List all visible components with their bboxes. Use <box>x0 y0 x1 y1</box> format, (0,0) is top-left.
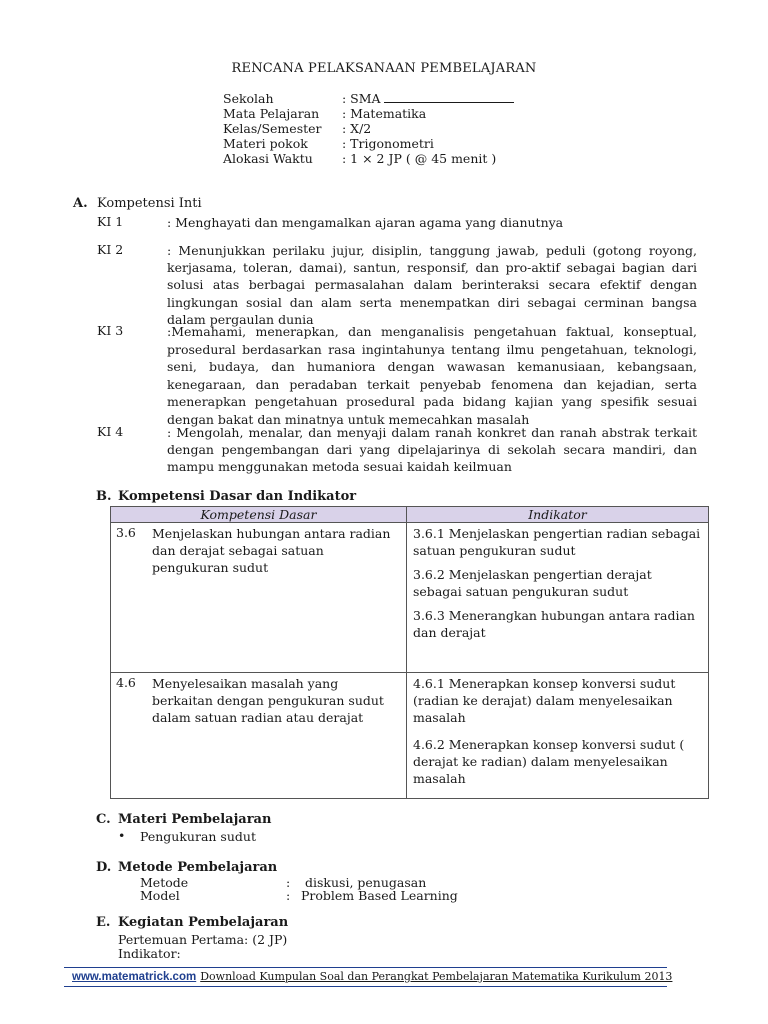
indicator-item: 4.6.2 Menerapkan konsep konversi sudut ( derajat ke radian) dalam menyelesaikan masalah <box>413 737 685 786</box>
footer-divider-top <box>64 967 667 968</box>
metode-sep: : <box>286 875 291 890</box>
ki1-label: KI 1 <box>97 214 124 229</box>
metode-label: Metode <box>140 875 189 890</box>
bullet-icon: • <box>118 828 126 843</box>
section-c-title: Materi Pembelajaran <box>118 812 272 827</box>
indicator-item: 3.6.2 Menjelaskan pengertian derajat sebagai satuan pengukuran sudut <box>413 567 652 599</box>
model-label: Model <box>140 888 180 903</box>
ki2-text: : Menunjukkan perilaku jujur, disiplin, tanggung jawab, peduli (gotong royong, kerjasama, toleran, damai), santun, responsif, dan pro-aktif sebagai bagian dari solusi atas berbagai permasalahan dalam berinteraksi secara efektif dengan lingkungan sosial dan alam serta menempatkan diri sebagai cerminan bangsa dalam pergaulan dunia <box>167 243 697 327</box>
blank-line <box>384 91 514 103</box>
indicator-item: 3.6.3 Menerangkan hubungan antara radian dan derajat <box>413 608 695 640</box>
ki4-label: KI 4 <box>97 424 124 439</box>
ki3-label: KI 3 <box>97 323 124 338</box>
metode-value: diskusi, penugasan <box>305 875 427 890</box>
section-d-letter: D. <box>96 860 112 875</box>
col-indikator: Indikator <box>407 507 709 523</box>
ki4-text: : Mengolah, menalar, dan menyaji dalam ranah konkret dan ranah abstrak terkait dengan pengembangan dari yang dipelajarinya di sekolah secara mandiri, dan mampu menggunakan metoda sesuai kaidah keilmuan <box>167 425 697 475</box>
model-sep: : <box>286 888 291 903</box>
footer-site-link[interactable]: www.matematrick.com <box>72 971 197 983</box>
section-a-letter: A. <box>73 196 88 211</box>
kd-text: Menyelesaikan masalah yang berkaitan dengan pengukuran sudut dalam satuan radian atau derajat <box>152 676 384 725</box>
page-title: RENCANA PELAKSANAAN PEMBELAJARAN <box>231 61 537 76</box>
footer-download-text: Download Kumpulan Soal dan Perangkat Pembelajaran Matematika Kurikulum 2013 <box>200 970 673 983</box>
section-e-title: Kegiatan Pembelajaran <box>118 915 289 930</box>
section-b-title: Kompetensi Dasar dan Indikator <box>118 489 357 504</box>
section-a-title: Kompetensi Inti <box>97 196 202 211</box>
footer-divider-bottom <box>64 986 667 987</box>
indikator-line: Indikator: <box>118 946 181 961</box>
ki3-text: :Memahami, menerapkan, dan menganalisis pengetahuan faktual, konseptual, prosedural berdasarkan rasa ingintahunya tentang ilmu pengetahuan, teknologi, seni, budaya, dan humaniora dengan wawasan kemanusiaan, kebangsaan, kenegaraan, dan peradaban terkait penyebab fenomena dan kejadian, serta menerapkan pengetahuan prosedural pada bidang kajian yang spesifik sesuai dengan bakat dan minatnya untuk memecahkan masalah <box>167 324 697 427</box>
table-row <box>111 673 709 799</box>
kd-number: 3.6 <box>116 525 136 540</box>
section-e-letter: E. <box>96 915 111 930</box>
table-header-row <box>111 507 709 523</box>
model-value: Problem Based Learning <box>301 888 458 903</box>
ki1-text: : Menghayati dan mengamalkan ajaran agama yang dianutnya <box>167 215 564 230</box>
indicator-item: 3.6.1 Menjelaskan pengertian radian sebagai satuan pengukuran sudut <box>413 526 701 558</box>
col-kompetensi-dasar: Kompetensi Dasar <box>111 507 407 523</box>
footer <box>72 970 672 983</box>
section-d-title: Metode Pembelajaran <box>118 860 278 875</box>
kd-number: 4.6 <box>116 675 136 690</box>
ki2-label: KI 2 <box>97 242 124 257</box>
section-b-letter: B. <box>96 489 112 504</box>
indicator-item: 4.6.1 Menerapkan konsep konversi sudut (radian ke derajat) dalam menyelesaikan masalah <box>413 676 676 725</box>
kd-indicator-table <box>110 506 709 799</box>
table-row <box>111 523 709 673</box>
pertemuan-line: Pertemuan Pertama: (2 JP) <box>118 932 288 947</box>
kd-text: Menjelaskan hubungan antara radian dan derajat sebagai satuan pengukuran sudut <box>152 526 391 575</box>
section-c-letter: C. <box>96 812 111 827</box>
